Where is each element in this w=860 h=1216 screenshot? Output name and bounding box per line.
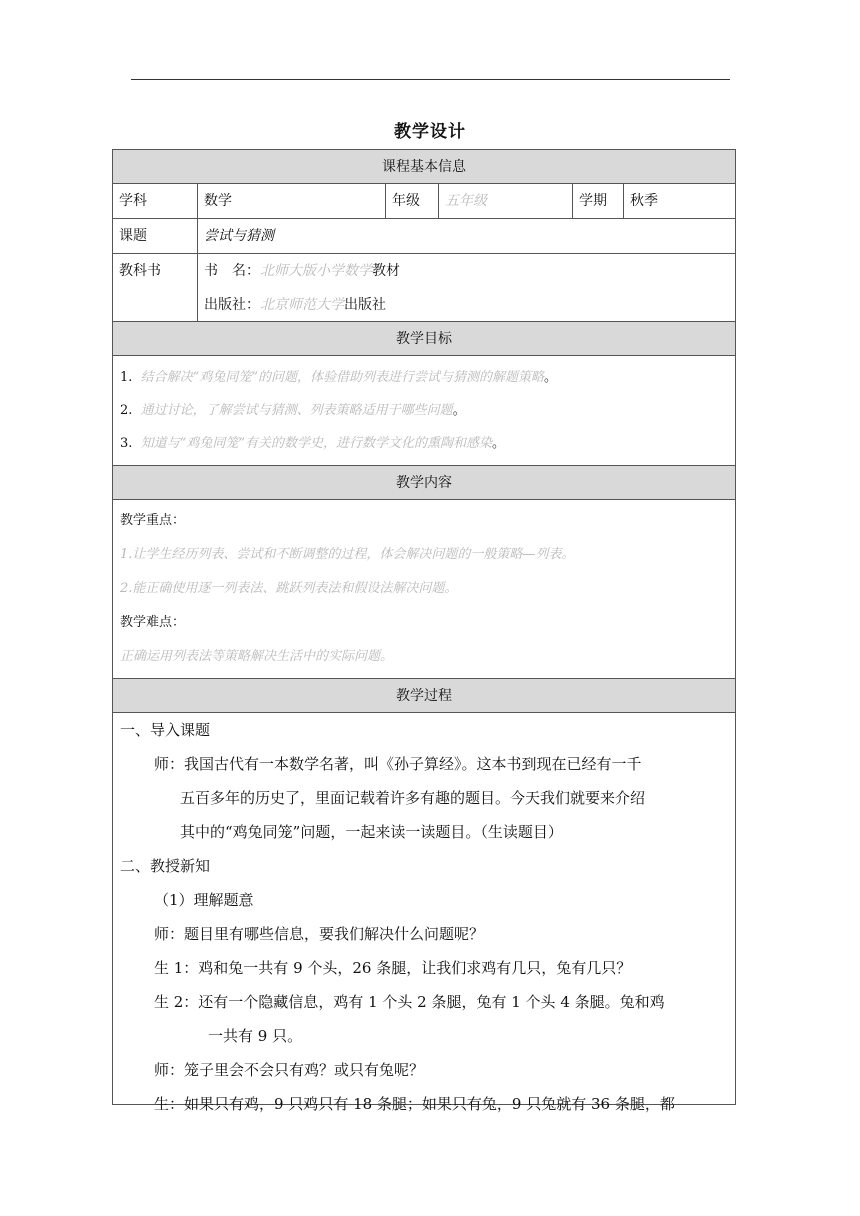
objective-end: 。 xyxy=(491,436,505,451)
topic-label: 课题 xyxy=(113,219,198,253)
objective-text: 知道与“鸡兔同笼”有关的数学史，进行数学文化的熏陶和感染 xyxy=(140,436,492,451)
book-name-line xyxy=(204,254,729,288)
objective-item xyxy=(120,427,728,460)
topic-row xyxy=(113,219,735,254)
term-label: 学期 xyxy=(573,184,624,218)
section-header-objectives: 教学目标 xyxy=(113,322,735,356)
grade-value: 五年级 xyxy=(439,184,573,218)
section-header-process: 教学过程 xyxy=(113,679,735,713)
topic-value: 尝试与猜测 xyxy=(204,228,274,244)
publisher-label: 出版社： xyxy=(204,297,260,313)
content-block xyxy=(113,500,735,679)
document-title: 教学设计 xyxy=(394,122,466,142)
textbook-label: 教科书 xyxy=(113,254,198,321)
textbook-row xyxy=(113,254,735,322)
textbook-details xyxy=(198,254,735,321)
objective-item xyxy=(120,394,728,427)
objective-text: 通过讨论，了解尝试与猜测、列表策略适用于哪些问题 xyxy=(140,403,453,418)
objective-text: 结合解决“鸡兔同笼”的问题，体验借助列表进行尝试与猜测的解题策略 xyxy=(140,370,544,385)
section-header-basic-info: 课程基本信息 xyxy=(113,150,735,184)
key-point-item: 2.能正确使用逐一列表法、跳跃列表法和假设法解决问题。 xyxy=(120,581,458,596)
process-heading: 二、教授新知 xyxy=(120,857,211,875)
book-name-suffix: 教材 xyxy=(372,263,400,279)
objective-number: 2. xyxy=(120,403,133,418)
process-line: 师：我国古代有一本数学名著，叫《孙子算经》。这本书到现在已经有一千 xyxy=(154,755,642,773)
subject-value: 数学 xyxy=(198,184,386,218)
process-block xyxy=(113,713,735,1121)
difficulty-item: 正确运用列表法等策略解决生活中的实际问题。 xyxy=(120,649,394,664)
publisher-value: 北京师范大学 xyxy=(260,297,344,313)
difficulty-label: 教学难点： xyxy=(120,615,186,630)
process-line: 生：如果只有鸡，9 只鸡只有 18 条腿；如果只有兔，9 只兔就有 36 条腿，都 xyxy=(154,1095,675,1113)
objective-number: 1. xyxy=(120,370,133,385)
process-line: 生 1：鸡和兔一共有 9 个头，26 条腿，让我们求鸡有几只，兔有几只？ xyxy=(154,959,632,977)
process-line: 一共有 9 只。 xyxy=(208,1027,303,1045)
term-value: 秋季 xyxy=(630,193,658,209)
objective-number: 3. xyxy=(120,436,133,451)
process-line: 生 2：还有一个隐藏信息，鸡有 1 个头 2 条腿，兔有 1 个头 4 条腿。兔和鸡 xyxy=(154,993,665,1011)
grade-label: 年级 xyxy=(386,184,439,218)
process-heading: 一、导入课题 xyxy=(120,721,211,739)
info-row xyxy=(113,184,735,219)
book-name-label: 书 名： xyxy=(204,263,260,279)
objectives-list xyxy=(113,356,735,466)
objective-item xyxy=(120,361,728,394)
book-name-value: 北师大版小学数学 xyxy=(260,263,372,279)
section-header-content: 教学内容 xyxy=(113,466,735,500)
subject-label: 学科 xyxy=(113,184,198,218)
process-line: 师：题目里有哪些信息，要我们解决什么问题呢？ xyxy=(154,925,485,943)
process-line: 其中的“鸡兔同笼”问题，一起来读一读题目。（生读题目） xyxy=(180,823,563,841)
lesson-table xyxy=(112,149,736,1113)
objective-end: 。 xyxy=(452,403,466,418)
key-point-item: 1.让学生经历列表、尝试和不断调整的过程，体会解决问题的一般策略—列表。 xyxy=(120,547,575,562)
publisher-line xyxy=(204,288,729,322)
header-rule xyxy=(131,79,730,80)
process-subheading: （1）理解题意 xyxy=(154,891,254,909)
key-points-label: 教学重点： xyxy=(120,513,186,528)
publisher-suffix: 出版社 xyxy=(344,297,386,313)
objective-end: 。 xyxy=(543,370,557,385)
process-line: 师：笼子里会不会只有鸡？或只有兔呢？ xyxy=(154,1061,425,1079)
process-line: 五百多年的历史了，里面记载着许多有趣的题目。今天我们就要来介绍 xyxy=(180,789,646,807)
